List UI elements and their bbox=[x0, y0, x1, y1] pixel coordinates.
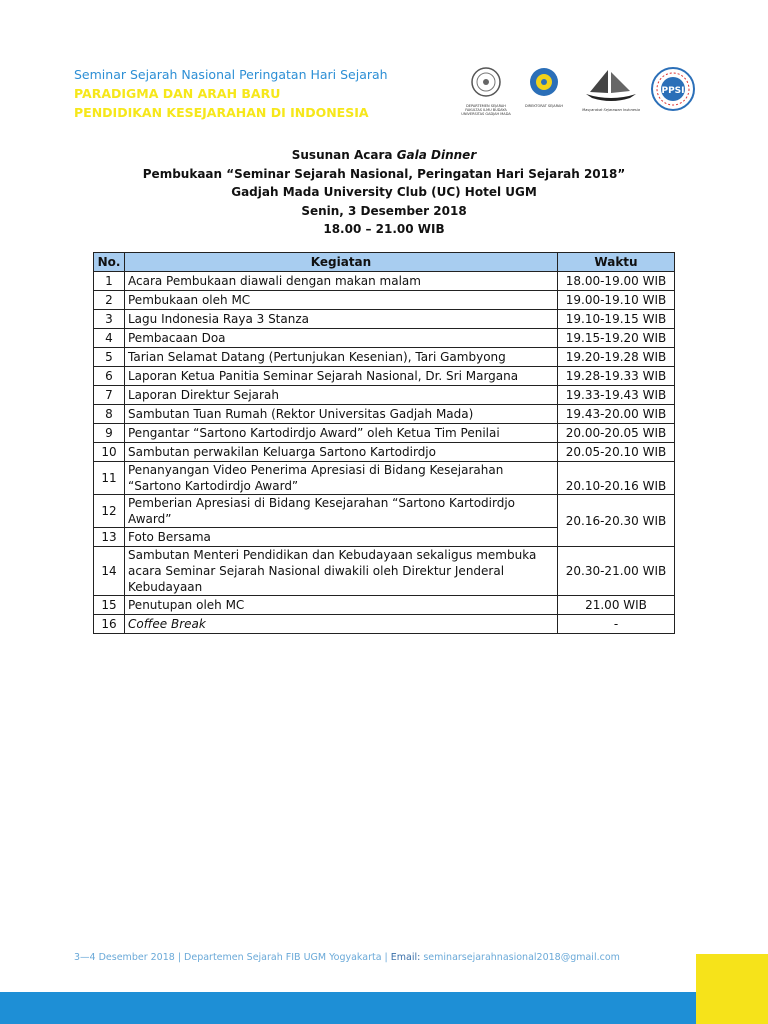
theme-line-1: PARADIGMA DAN ARAH BARU bbox=[74, 86, 281, 101]
row-activity: Penutupan oleh MC bbox=[125, 596, 558, 615]
table-row bbox=[94, 547, 675, 596]
row-activity: Laporan Direktur Sejarah bbox=[125, 386, 558, 405]
table-row bbox=[94, 495, 675, 528]
row-time: 21.00 WIB bbox=[558, 596, 675, 615]
row-number: 3 bbox=[94, 310, 125, 329]
agenda-title-italic: Gala Dinner bbox=[396, 148, 477, 162]
logo-strip bbox=[460, 66, 700, 120]
col-header-no: No. bbox=[94, 253, 125, 272]
row-number: 9 bbox=[94, 424, 125, 443]
row-activity: Pembacaan Doa bbox=[125, 329, 558, 348]
row-time: 20.16-20.30 WIB bbox=[558, 495, 675, 547]
table-row bbox=[94, 615, 675, 634]
row-time: 19.43-20.00 WIB bbox=[558, 405, 675, 424]
schedule-table bbox=[93, 252, 675, 634]
row-number: 13 bbox=[94, 528, 125, 547]
row-activity: Sambutan Menteri Pendidikan dan Kebudayaan sekaligus membuka acara Seminar Sejarah Nasional diwakili oleh Direktur Jenderal Kebudayaan bbox=[125, 547, 558, 596]
seminar-title: Seminar Sejarah Nasional Peringatan Hari Sejarah bbox=[74, 67, 388, 82]
table-row bbox=[94, 310, 675, 329]
table-row bbox=[94, 348, 675, 367]
event-venue: Gadjah Mada University Club (UC) Hotel UGM bbox=[231, 185, 537, 199]
table-row bbox=[94, 386, 675, 405]
footer-info: 3—4 Desember 2018 | Departemen Sejarah FIB UGM Yogyakarta | bbox=[74, 952, 391, 963]
footer-email-label: Email: bbox=[390, 952, 424, 963]
msi-logo-label: Masyarakat Sejarawan Indonesia bbox=[582, 108, 640, 112]
row-number: 16 bbox=[94, 615, 125, 634]
row-time: 18.00-19.00 WIB bbox=[558, 272, 675, 291]
footer-accent-block bbox=[696, 954, 768, 1024]
row-time: 20.00-20.05 WIB bbox=[558, 424, 675, 443]
row-number: 5 bbox=[94, 348, 125, 367]
row-activity: Pengantar “Sartono Kartodirdjo Award” oleh Ketua Tim Penilai bbox=[125, 424, 558, 443]
kemdikbud-logo-label: DIREKTORAT SEJARAH bbox=[524, 104, 564, 108]
row-activity: Sambutan perwakilan Keluarga Sartono Kartodirdjo bbox=[125, 443, 558, 462]
table-row bbox=[94, 367, 675, 386]
row-number: 10 bbox=[94, 443, 125, 462]
ppsi-logo bbox=[650, 66, 696, 116]
row-time: 20.30-21.00 WIB bbox=[558, 547, 675, 596]
table-row bbox=[94, 329, 675, 348]
ppsi-logo-text: PPSI bbox=[661, 86, 685, 96]
agenda-title bbox=[0, 146, 768, 165]
ugm-logo bbox=[460, 66, 512, 116]
row-number: 11 bbox=[94, 462, 125, 495]
row-activity: Acara Pembukaan diawali dengan makan malam bbox=[125, 272, 558, 291]
kemdikbud-logo bbox=[518, 66, 570, 108]
row-time: 19.33-19.43 WIB bbox=[558, 386, 675, 405]
table-row bbox=[94, 443, 675, 462]
row-number: 6 bbox=[94, 367, 125, 386]
row-activity: Penanyangan Video Penerima Apresiasi di Bidang Kesejarahan “Sartono Kartodirdjo Award” bbox=[125, 462, 558, 495]
row-activity: Lagu Indonesia Raya 3 Stanza bbox=[125, 310, 558, 329]
row-activity: Coffee Break bbox=[125, 615, 558, 634]
row-number: 7 bbox=[94, 386, 125, 405]
row-time: 19.20-19.28 WIB bbox=[558, 348, 675, 367]
ugm-logo-label: DEPARTEMEN SEJARAH FAKULTAS ILMU BUDAYA UNIVERSITAS GADJAH MADA bbox=[461, 104, 511, 116]
row-number: 8 bbox=[94, 405, 125, 424]
row-time: - bbox=[558, 615, 675, 634]
row-number: 2 bbox=[94, 291, 125, 310]
theme-line-2: PENDIDIKAN KESEJARAHAN DI INDONESIA bbox=[74, 105, 369, 120]
row-activity: Pembukaan oleh MC bbox=[125, 291, 558, 310]
row-number: 4 bbox=[94, 329, 125, 348]
row-number: 14 bbox=[94, 547, 125, 596]
footer-email[interactable]: seminarsejarahnasional2018@gmail.com bbox=[423, 952, 620, 963]
row-time: 19.10-19.15 WIB bbox=[558, 310, 675, 329]
table-row bbox=[94, 291, 675, 310]
agenda-title-prefix: Susunan Acara bbox=[291, 148, 397, 162]
event-name: Pembukaan “Seminar Sejarah Nasional, Peringatan Hari Sejarah 2018” bbox=[142, 166, 626, 181]
footer-bar bbox=[0, 992, 768, 1024]
msi-logo bbox=[578, 66, 644, 112]
event-time: 18.00 – 21.00 WIB bbox=[323, 222, 445, 236]
row-time: 20.10-20.16 WIB bbox=[558, 462, 675, 495]
table-row bbox=[94, 462, 675, 495]
table-row bbox=[94, 405, 675, 424]
table-row bbox=[94, 424, 675, 443]
row-time: 19.15-19.20 WIB bbox=[558, 329, 675, 348]
event-title-block bbox=[0, 146, 768, 239]
row-number: 15 bbox=[94, 596, 125, 615]
table-row bbox=[94, 596, 675, 615]
col-header-activity: Kegiatan bbox=[125, 253, 558, 272]
row-number: 1 bbox=[94, 272, 125, 291]
row-time: 20.05-20.10 WIB bbox=[558, 443, 675, 462]
col-header-time: Waktu bbox=[558, 253, 675, 272]
header-text bbox=[74, 66, 454, 122]
row-activity: Foto Bersama bbox=[125, 528, 558, 547]
row-time: 19.28-19.33 WIB bbox=[558, 367, 675, 386]
row-time: 19.00-19.10 WIB bbox=[558, 291, 675, 310]
row-activity: Tarian Selamat Datang (Pertunjukan Kesenian), Tari Gambyong bbox=[125, 348, 558, 367]
footer-text bbox=[74, 952, 620, 963]
event-date: Senin, 3 Desember 2018 bbox=[301, 203, 467, 218]
row-activity: Pemberian Apresiasi di Bidang Kesejarahan “Sartono Kartodirdjo Award” bbox=[125, 495, 558, 528]
table-header-row bbox=[94, 253, 675, 272]
row-activity: Laporan Ketua Panitia Seminar Sejarah Nasional, Dr. Sri Margana bbox=[125, 367, 558, 386]
row-number: 12 bbox=[94, 495, 125, 528]
table-row bbox=[94, 272, 675, 291]
row-activity: Sambutan Tuan Rumah (Rektor Universitas Gadjah Mada) bbox=[125, 405, 558, 424]
